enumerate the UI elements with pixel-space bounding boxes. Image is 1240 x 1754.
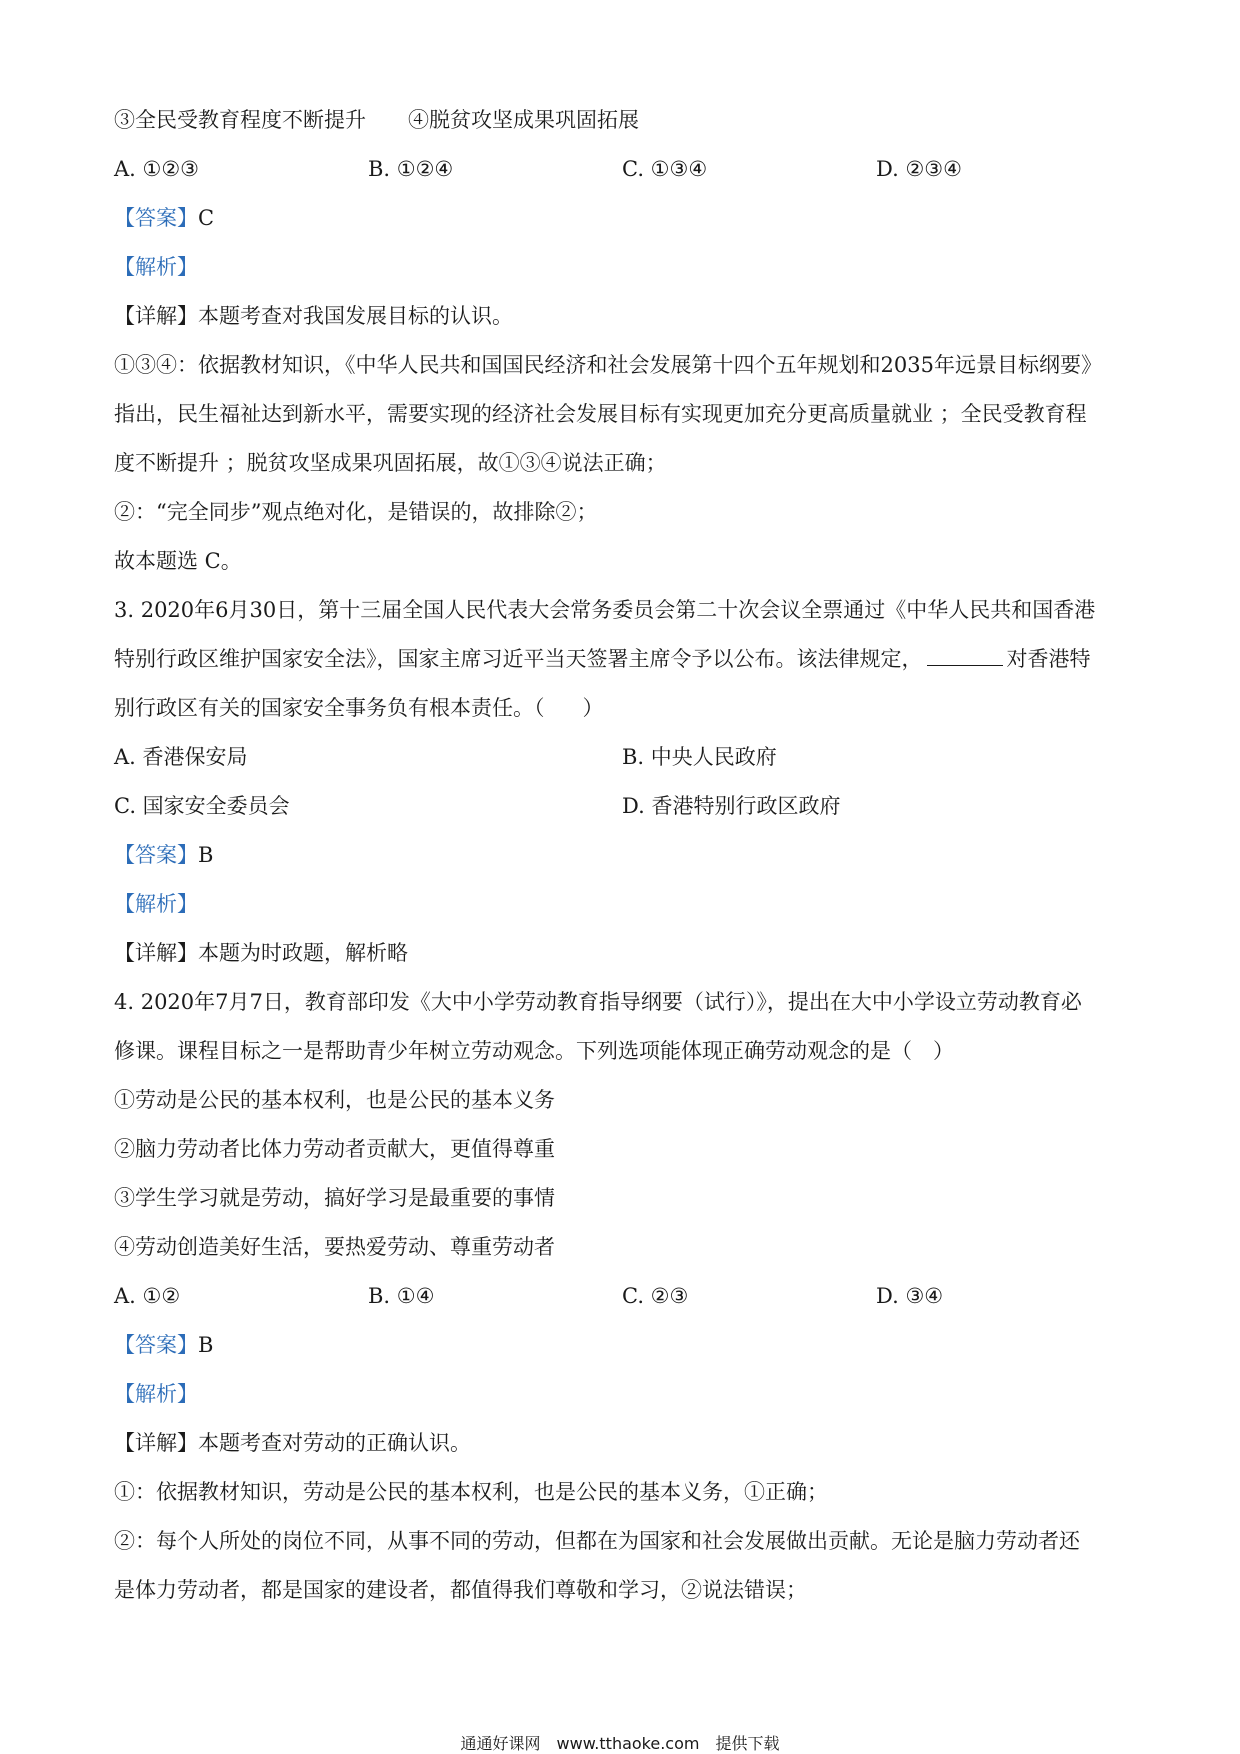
q3-stem-line-3: 别行政区有关的国家安全事务负有根本责任。（ ）: [114, 696, 604, 720]
q2-conclusion: 故本题选 C。: [114, 549, 242, 573]
q4-explanation-line-1: ①：依据教材知识，劳动是公民的基本权利，也是公民的基本义务，①正确；: [114, 1480, 828, 1504]
q4-statement-4: ④劳动创造美好生活，要热爱劳动、尊重劳动者: [114, 1235, 555, 1259]
q2-option-c: C. ①③④: [622, 157, 708, 181]
fill-blank: [927, 647, 1003, 666]
q2-option-a: A. ①②③: [114, 157, 199, 181]
q2-statements-3-4: ③全民受教育程度不断提升 ④脱贫攻坚成果巩固拓展: [114, 108, 639, 132]
q2-detail: 【详解】本题考查对我国发展目标的认识。: [114, 304, 513, 328]
q2-explanation-line-4: ②：“完全同步”观点绝对化，是错误的，故排除②；: [114, 500, 598, 524]
q3-answer: 【答案】B: [114, 843, 214, 867]
q3-stem-line-1: 3. 2020年6月30日，第十三届全国人民代表大会常务委员会第二十次会议全票通过《中华人民共和国香港: [114, 598, 1096, 622]
q2-option-d: D. ②③④: [876, 157, 962, 181]
q3-stem-line-2: 特别行政区维护国家安全法》，国家主席习近平当天签署主席令予以公布。该法律规定， 对香港特: [114, 647, 1091, 671]
q4-explanation-line-3: 是体力劳动者，都是国家的建设者，都值得我们尊敬和学习，②说法错误；: [114, 1578, 807, 1602]
q3-option-c: C. 国家安全委员会: [114, 794, 290, 818]
q4-analysis-tag: 【解析】: [114, 1382, 198, 1406]
q4-option-b: B. ①④: [368, 1284, 435, 1308]
q3-option-b: B. 中央人民政府: [622, 745, 777, 769]
q4-answer: 【答案】B: [114, 1333, 214, 1357]
q2-option-b: B. ①②④: [368, 157, 454, 181]
q4-explanation-line-2: ②：每个人所处的岗位不同，从事不同的劳动，但都在为国家和社会发展做出贡献。无论是脑力劳动者还: [114, 1529, 1080, 1553]
q4-stem-line-1: 4. 2020年7月7日，教育部印发《大中小学劳动教育指导纲要（试行）》，提出在大中小学设立劳动教育必: [114, 990, 1082, 1014]
q4-stem-line-2: 修课。课程目标之一是帮助青少年树立劳动观念。下列选项能体现正确劳动观念的是（ ）: [114, 1039, 954, 1063]
q4-detail: 【详解】本题考查对劳动的正确认识。: [114, 1431, 471, 1455]
page-footer: 通通好课网 www.tthaoke.com 提供下载: [460, 1734, 780, 1753]
q2-explanation-line-2: 指出，民生福祉达到新水平，需要实现的经济社会发展目标有实现更加充分更高质量就业 ；全民受教育程: [114, 402, 1087, 426]
q4-statement-2: ②脑力劳动者比体力劳动者贡献大，更值得尊重: [114, 1137, 555, 1161]
q2-explanation-line-1: ①③④：依据教材知识，《中华人民共和国国民经济和社会发展第十四个五年规划和2035年远景目标纲要》: [114, 353, 1102, 377]
q4-statement-1: ①劳动是公民的基本权利，也是公民的基本义务: [114, 1088, 555, 1112]
q2-explanation-line-3: 度不断提升 ；脱贫攻坚成果巩固拓展，故①③④说法正确；: [114, 451, 667, 475]
q3-option-a: A. 香港保安局: [114, 745, 248, 769]
q4-option-d: D. ③④: [876, 1284, 944, 1308]
q4-option-a: A. ①②: [114, 1284, 181, 1308]
answer-value: C: [198, 206, 215, 230]
q3-option-d: D. 香港特别行政区政府: [622, 794, 841, 818]
q4-statement-3: ③学生学习就是劳动，搞好学习是最重要的事情: [114, 1186, 555, 1210]
q3-analysis-tag: 【解析】: [114, 892, 198, 916]
q3-detail: 【详解】本题为时政题，解析略: [114, 941, 408, 965]
q4-option-c: C. ②③: [622, 1284, 689, 1308]
q2-analysis-tag: 【解析】: [114, 255, 198, 279]
answer-tag: 【答案】: [114, 206, 198, 230]
q2-answer: [114, 204, 1134, 232]
